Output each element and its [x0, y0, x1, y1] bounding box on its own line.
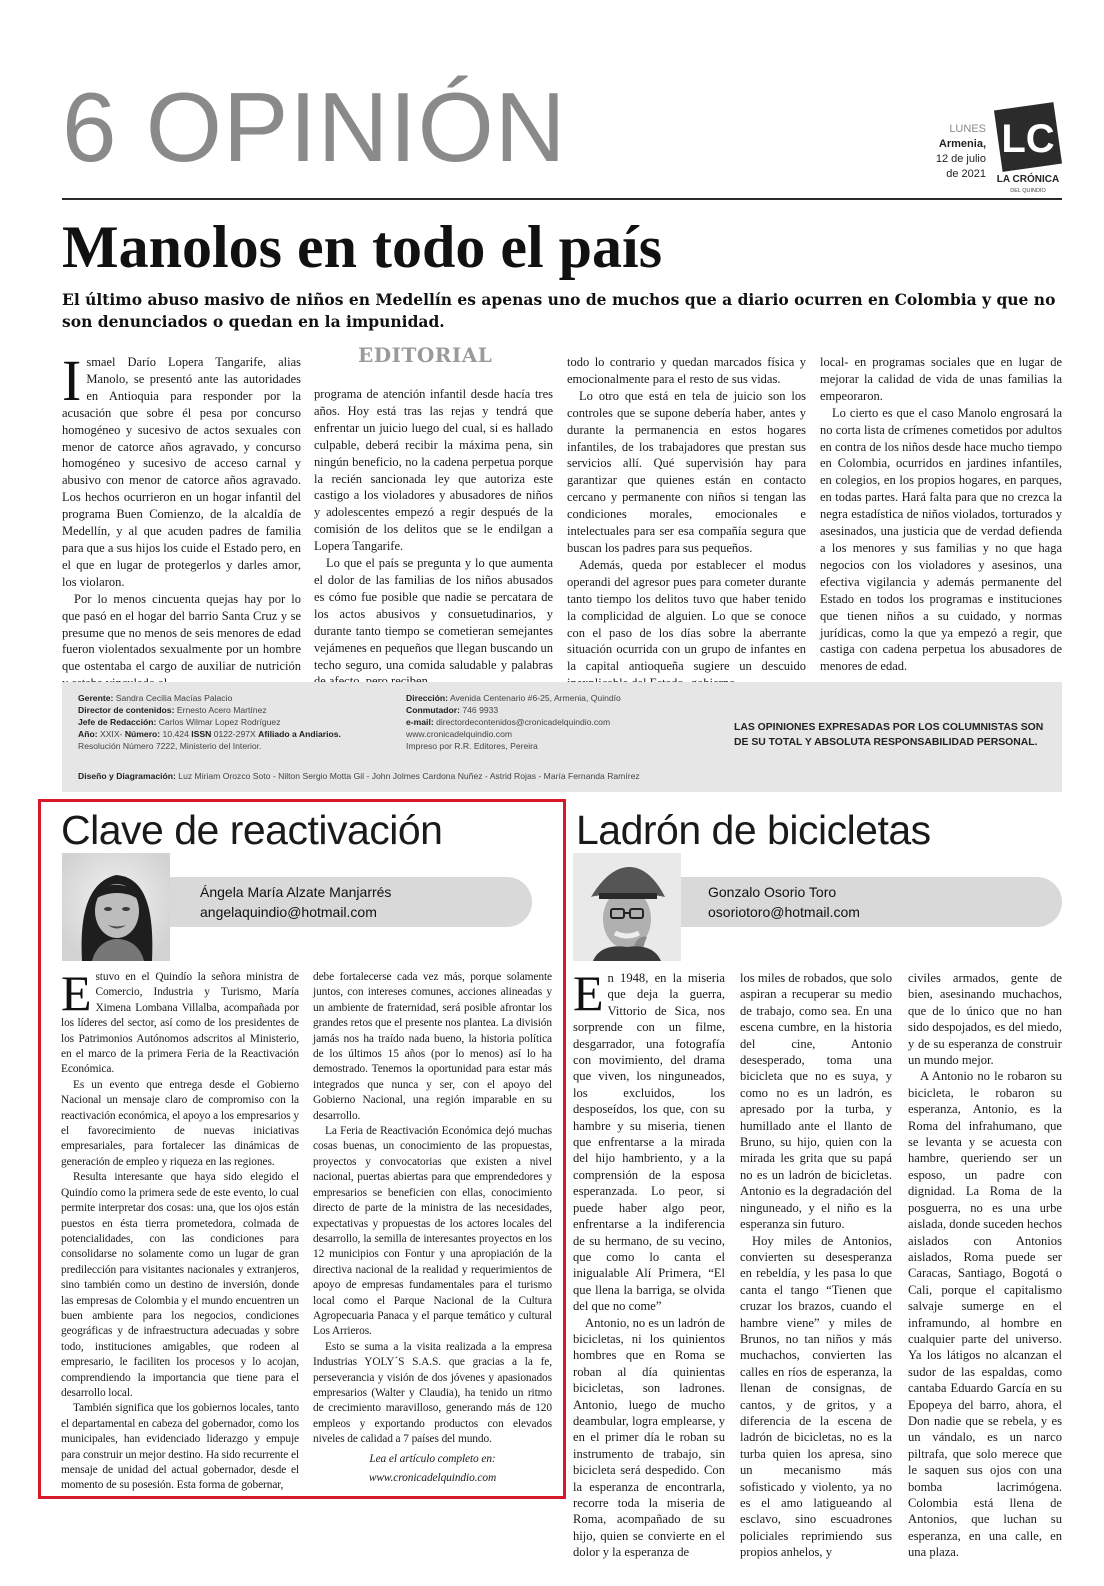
editorial-paragraph: local- en programas sociales que en lugar de mejorar la calidad de vida de unas familias la empeoraron.: [820, 355, 1062, 403]
editorial-paragraph: Además, queda por establecer el modus operandi del agresor pues para cometer durante tanto tiempo los delitos tuvo que haber tenido la complicidad de alguien. Lo que se conoce con el paso de los días sobre la aberrante situación ocurrida con un grupo de infantes en la capital antioqueña sugiere un descuido: [567, 557, 806, 674]
column-paragraph: En 1948, en la miseria que deja la guerra, Vittorio de Sica, nos sorprende con un filme, desgarrador, una fotografía con movimiento, del drama que viven, los ninguneados, los excluidos, los desposeídos, los que, con su hambre y su miseria, tienen que enfrentarse a la mirada del hijo hambriento, y a la comprensión de la esposa esperanzada. Lo peor, si puede haber algo peor, enfrentarse a la indiferencia de su hermano, de su vecino, que como lo canta el inigualable Alí Primera, “El que llena la barriga, se olvida del que no come”: [573, 965, 725, 1314]
dropcap: E: [573, 965, 604, 1021]
design-credits: Diseño y Diagramación: Luz Miriam Orozco Soto - Nilton Sergio Motta Gil - John Jolmes Cardona Nuñez - Astrid Rojas - María Fernanda Ramírez: [78, 771, 640, 781]
read-more-link[interactable]: www.cronicadelquindio.com: [368, 1472, 497, 1484]
author-avatar: [62, 853, 170, 961]
editorial-paragraph: Lo que el país se pregunta y lo que aumenta el dolor de las familias de los niños abusados es cómo fue posible que nadie se percatara de los actos abusivos y consuetudinarios, y durante tanto tiempo se cometieran semejantes vejámenes en pequeños que llegan buscando un techo seguro, una comida saludable y palabras: [314, 556, 553, 672]
editorial-headline: Manolos en todo el país: [62, 214, 663, 280]
date-line-1: 12 de julio: [935, 153, 986, 165]
read-more-label: Lea el artículo completo en:: [369, 1452, 496, 1465]
address: Avenida Centenario #6-25, Armenia, Quindío: [449, 693, 621, 703]
author-email[interactable]: osoriotoro@hotmail.com: [708, 904, 860, 920]
phone: 746 9933: [462, 705, 499, 715]
editorial-paragraph: Lo otro que está en tela de juicio son los controles que se supone debería haber, antes y durante la permanencia en estos hogares infantiles, de los trabajadores que prestan sus servicios allí. Qué supervisión hay para garantizar que quienes están en contacto cercano y permanente con niños si tengan las condiciones morales, emocionales e intelectuales para ser esa compañía segura que buscan los padres para sus pequeños.: [567, 388, 806, 555]
editorial-column-4: [820, 354, 1062, 674]
editorial-paragraph: todo lo contrario y quedan marcados física y emocionalmente para el resto de sus vidas.: [567, 355, 806, 386]
editorial-paragraph: programa de atención infantil desde hacía tres años. Hoy está tras las rejas y tendrá que enfrentar un juicio luego del cual, si es hallado culpable, deberá recibir la máxima pena, sin ningún beneficio, no la cadena perpetua porque la recién sancionada ley que autoriza este castigo a los violadores y abusadores de niños y adolescentes empezó a regir después de la comisión de los delitos que se le endilgan a Lopera Tangarife.: [314, 387, 553, 554]
editorial-paragraph: Lo cierto es que el caso Manolo engrosará la no corta lista de crímenes cometidos por adultos en contra de los niños desde hace mucho tiempo en Colombia, ocurridos en jardines infantiles, en colegios, en los propios hogares, en parques, en todas partes. Hará falta para que no crezca la negra estadística de niños violados, torturados y asesinados, una justicia que de verdad defienda a los menores y sus familias y no que haga negocios con los violadores y asesinos, una efectiva vigilancia y además permanente del Estado en todos los programas e instituciones que tienen niños a su cuidado, y normas jurídicas, como la que ya empezó a regir, que castiga con cadena perpetua los abusadores de menores de edad.: [820, 405, 1062, 674]
printer: Impreso por R.R. Editores, Pereira: [406, 741, 538, 751]
email-link[interactable]: directordecontenidos@cronicadelquindio.com: [436, 717, 611, 727]
column-paragraph: Resulta interesante que haya sido elegido el Quindío como la primera sede de este evento, lo cual permite interpretar dos cosas: una, que los ojos están puestos en ésta tierra prometedora, colmada de potencialidades, con las condiciones para consolidarse no solamente como un lugar de gran predilección para visitantes nacionales y extranjeros, sino también como un destino de inversión, donde las empresas de Colombia y el mundo encuentren un buen ambiente para los negocios, condiciones geográficas y de infraestructura adecuadas y sobre todo, instituciones amigables, que rodeen al empresario, le faciliten los procesos y lo acojan, comprendiendo la importancia que tiene para el desarrollo local.: [61, 1171, 299, 1399]
newspaper-logo: [992, 104, 1064, 196]
website-link[interactable]: www.cronicadelquindio.com: [406, 729, 513, 739]
resolucion: Resolución Número 7222, Ministerio del Interior.: [78, 741, 262, 751]
column2-text-2: [740, 970, 892, 1560]
author-name: Gonzalo Osorio Toro: [708, 884, 837, 900]
column-paragraph: A Antonio no le robaron su bicicleta, le robaron su esperanza, Antonio, es la Roma del infrahumano, que se levanta y se acuesta con hambre, queriendo ser un esposo, un padre con dignidad. La Roma de la posguerra, no es una urbe aislada, donde suceden hechos aislados con Antonios aislados, Roma puede ser Caracas, Santiago, Bogotá o Cali, porque el capitalismo salvaje sumerge en el inframundo, al hombre en cualquier parte del universo. Ya los látigos no alcanzan el sudor de las espaldas, como cantaba Eduardo García en su Epopeya del barro, ahora, el Don nadie que se rebela, y es un vándalo, es un narco piltrafa, que solo merece que le saquen sus ojos con una bomba lacrimógena. Colombia está llena de Antonios, que luchan su esperanza, en una calle, en una plaza.: [908, 1069, 1062, 1560]
column-paragraph: Estuvo en el Quindío la señora ministra de Comercio, Industria y Turismo, María Ximena Lombana Villalba, acompañada por los líderes del sector, así como de los presidentes de los Patrimonios Autónomos adscritos al Ministerio, en el marco de la primera Feria de la Reactivación Económica.: [61, 965, 299, 1076]
column2-text-1: [573, 965, 725, 1560]
author-name: Ángela María Alzate Manjarrés: [200, 884, 392, 900]
gerente: Sandra Cecilia Macías Palacio: [115, 693, 233, 703]
director: Ernesto Acero Martínez: [176, 705, 267, 715]
editorial-column-3: [567, 354, 806, 674]
masthead-staff: Gerente: Sandra Cecilia Macías Palacio Director de contenidos: Ernesto Acero Martínez Jefe de Redacción: Carlos Wilmar Lopez Rodríguez Año: XXIX- Número: 10.424 ISSN 0122-297X Afiliado a Andiarios. Resolución Número 7222, Ministerio del Interior.: [78, 692, 398, 752]
column1-text-1: [61, 965, 299, 1492]
disclaimer-notice: LAS OPINIONES EXPRESADAS POR LOS COLUMNISTAS SON DE SU TOTAL Y ABSOLUTA RESPONSABILIDAD PERSONAL.: [734, 722, 1044, 748]
column-paragraph: También significa que los gobiernos locales, tanto el departamental en cabeza del gobernador, como los municipales, han evidenciado liderazgo y empuje para construir un mejor destino. Ha sido recurrente el mensaje de unidad del actual gobernador, desde el momento de su posesión. Esta forma de gobernar,: [61, 1402, 299, 1492]
author-avatar: [573, 853, 681, 961]
editorial-deck: El último abuso masivo de niños en Medellín es apenas uno de muchos que a diario ocurren en Colombia y que no son denunciados o quedan en la impunidad.: [62, 290, 1056, 331]
section-title: 6 OPINIÓN: [62, 72, 567, 182]
editorial-paragraph: Ismael Darío Lopera Tangarife, alias Manolo, se presentó ante las autoridades en Antioquia para responder por la acusación que sobre él pesa por concurso homogéneo y sucesivo de actos sexuales con menor de catorce años agravado, y concurso homogéneo y sucesivo de acceso carnal y abusivo con menor de catorce años agravado. Los hechos ocurrieron en un hogar infantil del programa Buen Comienzo, de la alcaldía de Medellín, y al que acuden padres de familia para que a sus hijos los cuide el Estado pero, en el que en lugar de protegerlos y darles amor, los violaron.: [62, 348, 301, 589]
author-email[interactable]: angelaquindio@hotmail.com: [200, 904, 377, 920]
column-title: Ladrón de bicicletas: [576, 807, 931, 853]
column2-text-3: [908, 970, 1062, 1560]
column-paragraph: Hoy miles de Antonios, convierten su desesperanza en rebeldía, y les pasa lo que canta el tango “Tienen que cruzar los brazos, cuando el hambre viene” y miles de Brunos, no tan niños y más muchachos, convierten las calles en ríos de esperanza, la llenan de consignas, de cantos, y de gritos, y a diferencia de la escena de ladrón de bicicletas, no es la turba quien los apresa, sino un mecanismo más sofisticado y violento, ya no es el amo latigueando al esclavo, sino escuadrones policiales reprimiendo sus propios anhelos, y: [740, 1233, 892, 1560]
column-paragraph: Esto se suma a la visita realizada a la empresa Industrias YOLY´S S.A.S. que gracias a la fe, perseverancia y visión de dos jóvenes y apasionados empresarios (Walter y Claudia), ha tenido un ritmo de crecimiento maravilloso, generando más de 120 empleos y exportando productos con elevados niveles de calidad a 7 países del mundo.: [313, 1340, 552, 1446]
author-bar: [108, 877, 532, 927]
issue-date: [900, 122, 986, 182]
header-rule: [62, 198, 1062, 200]
city: Armenia,: [938, 138, 986, 150]
weekday: LUNES: [949, 123, 986, 135]
dropcap: E: [61, 965, 92, 1021]
dropcap: I: [62, 348, 82, 413]
column-paragraph: La Feria de Reactivación Económica dejó muchas cosas buenas, un conocimiento de las propuestas, proyectos y convocatorias que existen a nivel nacional, puertas abiertas para que emprendedores y empresarios se beneficien con ellas, conocimiento directo de parte de la ministra de las necesidades, expectativas y propuestas de los actores locales del desarrollo, la semilla de interesantes proyectos en los 12 municipios con Fontur y una apropiación de la directiva nacional de la realidad y requerimientos de apoyo de empresas fundamentales para el turismo local como el Parque Nacional de la Cultura Agropecuaria Panaca y el parque temático y cultural Los Arrieros.: [313, 1125, 552, 1338]
column1-text-2: [313, 970, 552, 1484]
column-paragraph: civiles armados, gente de bien, asesinando muchachos, que de lo único que no han sido despojados, es del miedo, y de su esperanza de construir un mundo mejor.: [908, 971, 1062, 1068]
date-line-2: de 2021: [946, 168, 986, 180]
author-bar: [620, 877, 1062, 927]
jefe-redaccion: Carlos Wilmar Lopez Rodríguez: [158, 717, 281, 727]
logo-sub: DEL QUINDÍO: [1010, 188, 1046, 194]
column-paragraph: Es un evento que entrega desde el Gobierno Nacional un mensaje claro de compromiso con la reactivación económica, el apoyo a los empresarios y el favorecimiento de nuevas iniciativas empresariales, para fortalecer las dinámicas de generación de empleo y riqueza en las regiones.: [61, 1078, 299, 1168]
column-paragraph: Antonio, no es un ladrón de bicicletas, ni los quinientos hombres que en Roma se roban al día quinientas bicicletas, son ladrones. Antonio, luego de mucho deambular, logra emplearse, y en el primer día le roban su instrumento de trabajo, sin bicicleta será despedido. Con la esperanza de encontrarla, recorre toda la miseria de Roma, acompañado de su hijo, quien se convierte en el dolor y la esperanza de: [573, 1315, 725, 1560]
logo-name: LA CRÓNICA: [996, 174, 1060, 185]
column-title: Clave de reactivación: [61, 807, 443, 853]
logo-letters: LC: [1001, 117, 1055, 161]
masthead-box: [62, 682, 1062, 792]
editorial-label: EDITORIAL: [358, 343, 493, 367]
masthead-contact: Dirección: Avenida Centenario #6-25, Armenia, Quindío Conmutador: 746 9933 e-mail: directordecontenidos@cronicadelquindio.com www.cronicadelquindio.com Impreso por R.R. Editores, Pereira: [406, 692, 696, 752]
editorial-paragraph: Por lo menos cincuenta quejas hay por lo que pasó en el hogar del barrio Santa Cruz y se presume que no menos de seis menores de edad fueron violentados sexualmente por un hombre que ostentaba el cargo de auxiliar de nutrición: [62, 591, 301, 674]
editorial-column-1: [62, 348, 301, 674]
editorial-column-2: [314, 386, 553, 674]
column-paragraph: los miles de robados, que solo aspiran a recuperar su medio de trabajo, como sea. En una escena cumbre, en la historia del cine, Antonio desesperado, toma una bicicleta que no es suya, y como no es un ladrón, es apresado por la turba, y humillado ante el llanto de Bruno, su hijo, quien con la mirada les grita que su papá no es un ladrón de bicicletas. Antonio es la degradación del ninguneado, y el niño es la esperanza sin futuro.: [740, 971, 892, 1232]
column-paragraph: debe fortalecerse cada vez más, porque solamente juntos, con intereses comunes, acciones alineadas y un ambiente de fraternidad, será posible afrontar los grandes retos que el presente nos plantea. La división jamás nos ha traído nada bueno, la historia política de los últimos 15 años (por lo menos) así lo ha demostrado. Tenemos la oportunidad para estar más integrados que nunca y ser, con el apoyo del Gobierno Nacional, una región imparable en su desarrollo.: [313, 971, 552, 1122]
